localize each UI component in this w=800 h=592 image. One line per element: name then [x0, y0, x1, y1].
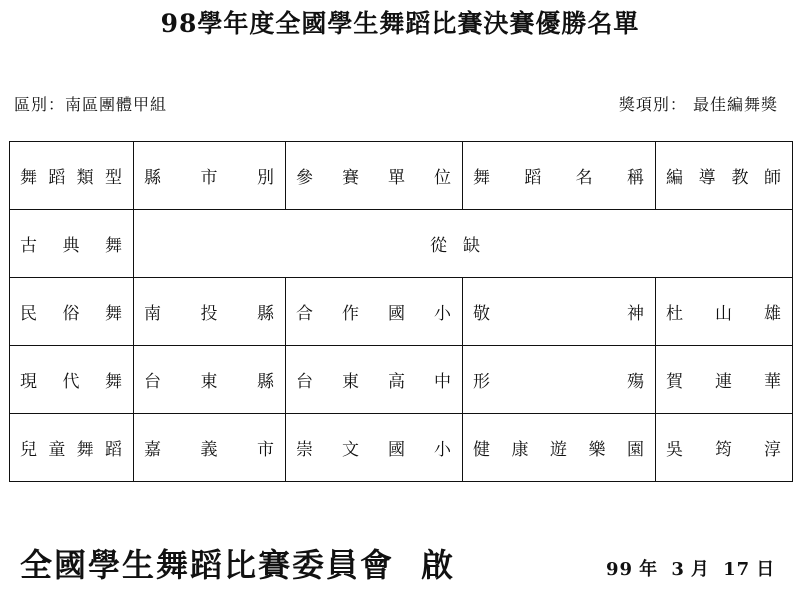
- cell-county: 嘉義市: [134, 414, 286, 482]
- table-row: [10, 278, 793, 346]
- date-day-unit: 日: [756, 559, 776, 580]
- seal-character: 啟: [421, 546, 456, 584]
- date-month: 3: [671, 559, 685, 580]
- cell-county: 台東縣: [134, 346, 286, 414]
- date-year: 99: [606, 559, 634, 580]
- table-row: [10, 210, 793, 278]
- table-header-row: [10, 142, 793, 210]
- dance-name-part: 神: [627, 304, 645, 324]
- results-table: [9, 141, 793, 482]
- header-unit: 參賽單位: [286, 142, 463, 210]
- organization-name: 全國學生舞蹈比賽委員會: [20, 546, 395, 584]
- cell-teacher: 賀連華: [656, 346, 793, 414]
- cell-dance-type: 現代舞: [10, 346, 134, 414]
- cell-dance-type: 民俗舞: [10, 278, 134, 346]
- table-row: [10, 346, 793, 414]
- cell-county: 南投縣: [134, 278, 286, 346]
- dance-name-part: 敬: [473, 304, 491, 324]
- header-dance-name: 舞蹈名稱: [463, 142, 656, 210]
- table-row: [10, 414, 793, 482]
- cell-dance-type: 兒童舞蹈: [10, 414, 134, 482]
- cell-teacher: 吳筠淳: [656, 414, 793, 482]
- header-teacher: 編導教師: [656, 142, 793, 210]
- issuing-organization: [20, 540, 455, 586]
- date-day: 17: [723, 559, 751, 580]
- cell-dance-name: 健康遊樂園: [463, 414, 656, 482]
- header-county: 縣市別: [134, 142, 286, 210]
- page-title: 98學年度全國學生舞蹈比賽決賽優勝名單: [160, 9, 640, 38]
- cell-vacant: 從缺: [134, 210, 793, 278]
- dance-name-part: 形: [473, 372, 491, 392]
- cell-unit: 合作國小: [286, 278, 463, 346]
- cell-dance-type: 古典舞: [10, 210, 134, 278]
- dance-name-part: 殤: [627, 372, 645, 392]
- issue-date: [606, 555, 781, 581]
- cell-unit: 台東高中: [286, 346, 463, 414]
- date-month-unit: 月: [690, 559, 710, 580]
- header-dance-type: 舞蹈類型: [10, 142, 134, 210]
- date-year-unit: 年: [639, 559, 659, 580]
- cell-dance-name: [463, 346, 656, 414]
- region-label: 區別：南區團體甲組: [14, 95, 168, 114]
- award-category-label: 獎項別： 最佳編舞獎: [618, 95, 778, 114]
- cell-unit: 崇文國小: [286, 414, 463, 482]
- cell-teacher: 杜山雄: [656, 278, 793, 346]
- cell-dance-name: [463, 278, 656, 346]
